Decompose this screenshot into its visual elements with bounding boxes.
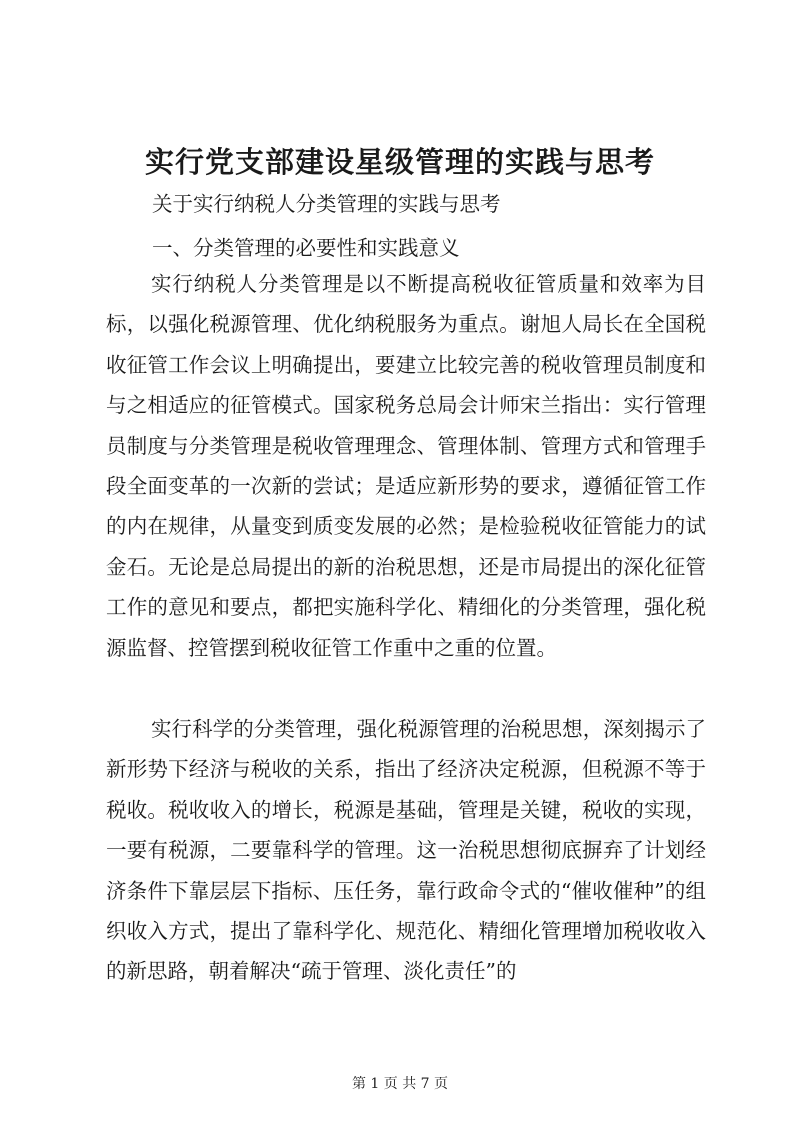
- document-subtitle: 关于实行纳税人分类管理的实践与思考: [152, 192, 501, 216]
- paragraph-1: 实行纳税人分类管理是以不断提高税收征管质量和效率为目标，以强化税源管理、优化纳税服务为重点。谢旭人局长在全国税收征管工作会议上明确提出，要建立比较完善的税收管理员制度和与之相适应的征管模式。国家税务总局会计师宋兰指出：实行管理员制度与分类管理是税收管理理念、管理体制、管理方式和管理手段全面变革的一次新的尝试；是适应新形势的要求，遵循征管工作的内在规律，从量变到质变发展的必然；是检验税收征管能力的试金石。无论是总局提出的新的治税思想，还是市局提出的深化征管工作的意见和要点，都把实施科学化、精细化的分类管理，强化税源监督、控管摆到税收征管工作重中之重的位置。: [106, 272, 706, 660]
- document-title: 实行党支部建设星级管理的实践与思考: [144, 145, 655, 179]
- paragraph-2: 实行科学的分类管理，强化税源管理的治税思想，深刻揭示了新形势下经济与税收的关系，指出了经济决定税源，但税源不等于税收。税收收入的增长，税源是基础，管理是关键，税收的实现，一要有税源，二要靠科学的管理。这一治税思想彻底摒弃了计划经济条件下靠层层下指标、压任务，靠行政命令式的“催收催种”的组织收入方式，提出了靠科学化、规范化、精细化管理增加税收收入的新思路，朝着解决“疏于管理、淡化责任”的: [106, 717, 706, 984]
- page-footer: 第 1 页 共 7 页: [351, 1076, 449, 1092]
- section-heading: 一、分类管理的必要性和实践意义: [152, 236, 460, 260]
